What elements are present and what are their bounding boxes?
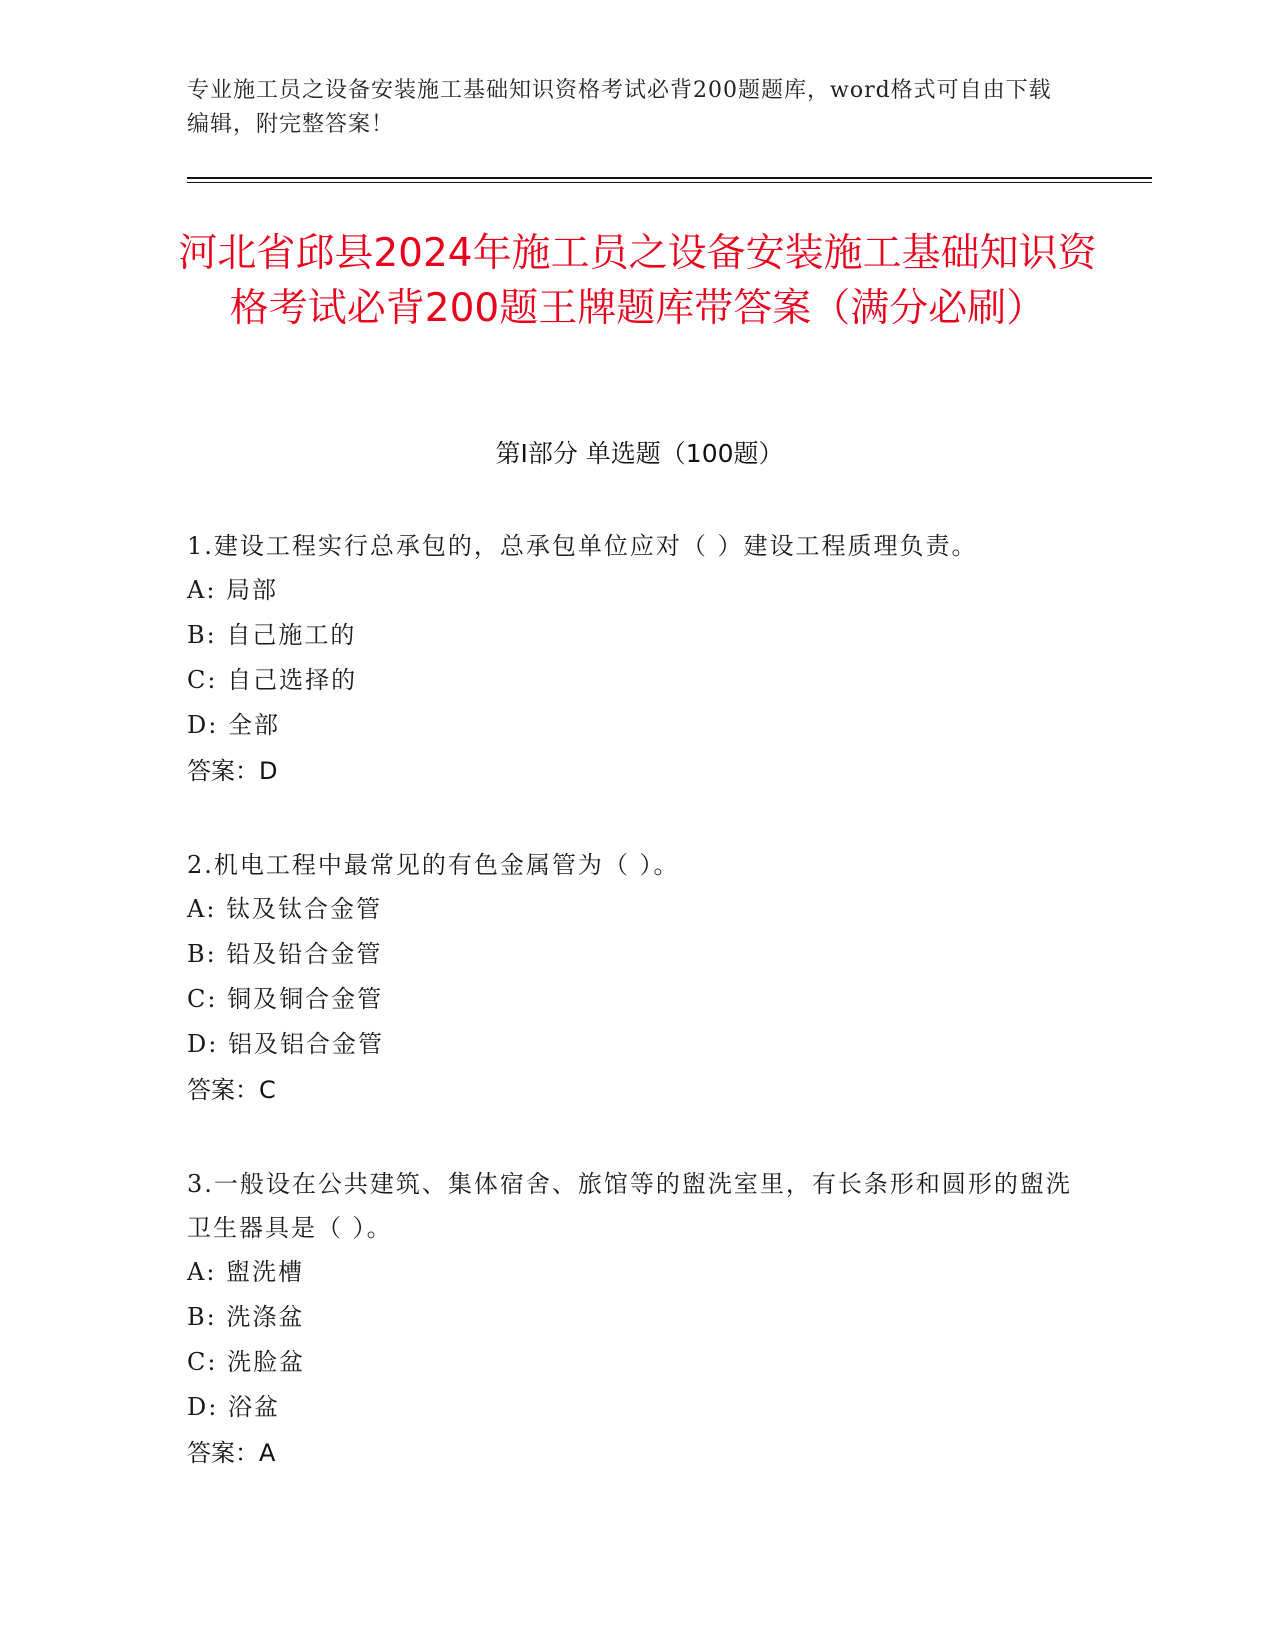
option-b: B: 自己施工的	[187, 621, 357, 649]
option-c: C: 洗脸盆	[187, 1348, 306, 1376]
answer-line: 答案：C	[187, 1076, 276, 1104]
question-block	[187, 1162, 1087, 1476]
question-stem: 2.机电工程中最常见的有色金属管为（ ）。	[187, 851, 680, 879]
header-rule-thick	[187, 177, 1152, 179]
option-b: B: 铅及铅合金管	[187, 940, 383, 968]
answer-line: 答案：D	[187, 757, 278, 785]
option-a: A: 盥洗槽	[187, 1258, 305, 1286]
option-d: D: 铝及铝合金管	[187, 1030, 384, 1058]
header-note: 专业施工员之设备安装施工基础知识资格考试必背200题题库，word格式可自由下载编辑，附完整答案！	[187, 78, 1052, 137]
option-d: D: 全部	[187, 711, 280, 739]
question-stem: 3.一般设在公共建筑、集体宿舍、旅馆等的盥洗室里，有长条形和圆形的盥洗卫生器具是（ ）。	[187, 1170, 1072, 1242]
option-a: A: 钛及钛合金管	[187, 895, 383, 923]
header-rule-thin	[187, 182, 1152, 183]
document-title: 河北省邱县2024年施工员之设备安装施工基础知识资格考试必背200题王牌题库带答案（满分必刷）	[178, 231, 1097, 331]
option-b: B: 洗涤盆	[187, 1303, 305, 1331]
answer-line: 答案：A	[187, 1439, 276, 1467]
section-heading: 第Ⅰ部分 单选题（100题）	[495, 439, 784, 468]
question-block	[187, 843, 1087, 1113]
option-a: A: 局部	[187, 576, 279, 604]
option-d: D: 浴盆	[187, 1393, 280, 1421]
option-c: C: 自己选择的	[187, 666, 358, 694]
option-c: C: 铜及铜合金管	[187, 985, 384, 1013]
question-block	[187, 524, 1087, 794]
question-stem: 1.建设工程实行总承包的，总承包单位应对（ ）建设工程质理负责。	[187, 532, 978, 560]
